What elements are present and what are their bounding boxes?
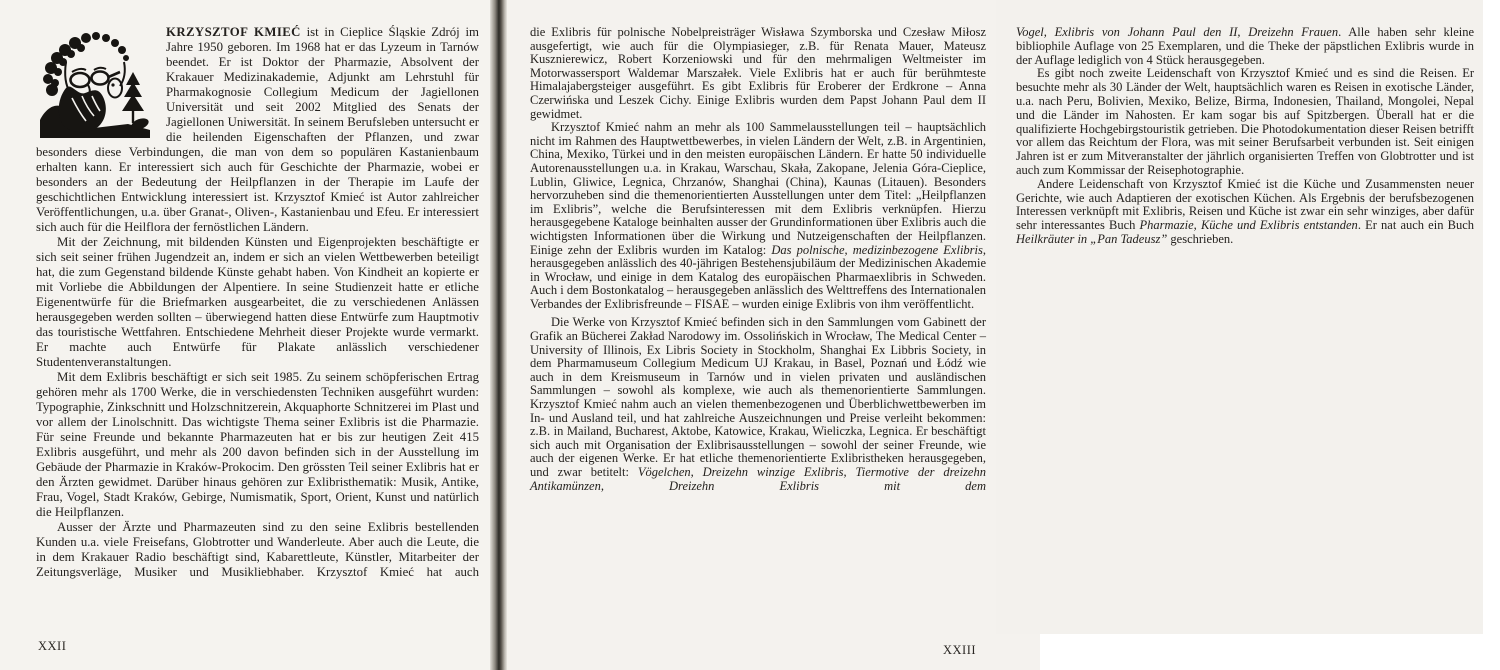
paragraph <box>36 520 479 580</box>
page-number: XXIII <box>943 643 977 657</box>
text-run: geschrieben. <box>1167 231 1234 246</box>
paragraph <box>530 121 986 311</box>
text-run: Krzysztof Kmieć nahm an mehr als 100 Sammelausstellungen teil – hauptsächlich nicht im Rahmen des Hauptwettbewerbes, in vielen Ländern der Welt, z.B. in Argentinien, China, Mexiko, Türkei und in den meisten europäischen Ländern. Er hatte 50 individuelle Autorenausstellungen u.a. in Krakau, Warschau, Skała, Zakopane, Jelenia Góra-Cieplice, Lublin, Gliwice, Legnica, Chrzanów, Shanghai (China), Kaunas (Litauen). Besonders hervorzuheben sind die themenorientierten Ausstellungen unter dem Titel: „Heilpflanzen im Exlibris”, welche die Berufsinteressen mit dem Exlibris verknüpfen. Hierzu herausgegebene Kataloge beinhalten ausser der Grundinformationen über Exlibris auch die wichtigsten Informationen über die Wirkung und Nutzeigenschaften der Heilpflanzen. Einige zehn der Exlibris wurden im Katalog: <box>530 120 986 257</box>
paragraph <box>1016 26 1474 67</box>
page-xxii <box>0 0 490 670</box>
paragraph <box>36 235 479 370</box>
portrait-figure <box>36 28 154 140</box>
paragraph <box>1016 178 1474 247</box>
right-column-text <box>1016 26 1474 247</box>
text-run: . Er nat auch ein Buch <box>1357 218 1474 233</box>
text-run: Ausser der Ärzte und Pharmazeuten sind zu den seine Exlibris bestellenden Kunden u.a. viele Freisefans, Globtrotter und Wanderleute. Aber auch die Leute, die in dem Krakauer Radio beschäftigt sind, Kabarettleute, Künstler, Mitarbeiter der Zeitungsverläge, Musiker und Musikliebhaber. Krzysztof Kmieć hat auch <box>36 520 479 579</box>
linocut-portrait-image <box>36 28 154 140</box>
book-gutter-shadow <box>490 0 507 670</box>
text-run: KRZYSZTOF KMIEĆ <box>166 25 301 39</box>
page-number: XXII <box>38 639 67 653</box>
text-run: Mit der Zeichnung, mit bildenden Künsten und Eigenprojekten beschäftigte er sich seit seiner frühen Jugendzeit an, indem er sich an vielen Wettbewerben beteiligt hat, die zum Gegenstand bildende Künste gehabt haben. Von Kindheit an kopierte er mit Vorliebe die Abbildungen der Alpentiere. In seine Studienzeit hatte er etliche Eigenentwürfe für die Briefmarken ausgearbeitet, die zu verschiedenen Anlässen herausgegeben werden sollten – überwiegend hatten diese Entwürfe zum Hauptmotiv das touristische Wettfahren. Entschiedene Mehrheit dieser Projekte wurde vermarkt. Er machte auch Entwürfe für Plakate anlässlich verschiedener Studentenveranstaltungen. <box>36 235 479 369</box>
middle-column-text <box>530 26 986 493</box>
text-run: Vögelchen, Dreizehn winzige Exlibris, Tiermotive der dreizehn Antikamünzen, Dreizehn Exlibris mit dem <box>530 465 986 493</box>
text-run: Vogel, Exlibris von Johann Paul den II, Dreizehn Frauen <box>1016 25 1339 39</box>
chestnut-plant <box>122 72 150 132</box>
paragraph <box>530 26 986 121</box>
text-run: Mit dem Exlibris beschäftigt er sich seit 1985. Zu seinem schöpferischen Ertrag gehören mehr als 1700 Werke, die in verschiedensten Techniken ausgeführt wurden: Typographie, Zinkschnitt und Holzschnitzerein, Akquaphorte Schnitzerei im Plast und vor allem der Linolschnitt. Das wichtigste Thema seiner Exlibris ist die Pharmazie. Für seine Freunde und bekannte Pharmazeuten hat er bis zur heutigen Zeit 415 Exlibris ausgeführt, und mehr als 200 davon befinden sich in der Ausstellung im Gebäude der Pharmazie in Kraków-Prokocim. Den grössten Teil seiner Exlibris hat er den Ärzten gewidmet. Darüber hinaus gehören zur Exlibristhematik: Musik, Antike, Frau, Vogel, Stadt Kraków, Gebirge, Numismatik, Sport, Orient, Kunst und natürlich die Heilpflanzen. <box>36 370 479 519</box>
text-run: die Exlibris für polnische Nobelpreisträger Wisława Szymborska und Czesław Miłosz ausgefertigt, wie auch für die Olympiasieger, z.B. für Renata Mauer, Mateusz Kusznierewicz, Robert Korzeniowski und für den mehrmaligen Weltmeister im Motorwassersport Waldemar Marszałek. Viele Exlibris hat er auch für berühmteste Himalajabergsteiger ausgeführt. Es gibt Exlibris für Eroberer der Erdkrone – Anna Czerwińska und Leszek Cichy. Einige Exlibris wurden dem Papst Johann Paul dem II gewidmet. <box>530 25 986 121</box>
left-column-text <box>36 25 479 580</box>
text-run: Die Werke von Krzysztof Kmieć befinden sich in den Sammlungen vom Gabinett der Grafik an Bücherei Zakład Narodowy im. Ossolińskich in Wrocław, The Medical Center – University of Illinois, Ex Libris Society in Stockholm, Shanghai Ex Libbris Society, in dem Pharmamuseum Collegium Medicum UJ Krakau, in Basel, Poznań und Łódź wie auch in dem Kreismuseum in Tarnów und in vielen privaten und ausländischen Sammlungen – sowohl als komplexe, wie auch als themenorientierte Sammlungen. Krzysztof Kmieć nahm auch an vielen themenbezogenen und Überblichwettbewerben im In- und Ausland teil, und hat zahlreiche Auszeichnungen und Preise verleiht bekommen: z.B. in Mailand, Bucharest, Aktobe, Katowice, Krakau, Wieliczka, Legnica. Er beschäftigt sich auch mit Organisation der Exlibrisausstellungen – sowohl der seiner Freunde, wie auch der eigenen Werke. Er hat etliche themenorientierte Exlibristheken herausgegeben, und zwar betitelt: <box>530 315 986 479</box>
text-run: Heilkräuter in „Pan Tadeusz” <box>1016 231 1168 246</box>
page-continuation <box>996 0 1483 634</box>
text-run: Andere Leidenschaft von Krzysztof Kmieć ist die Küche und Zusammensten neuer Gerichte, wie auch Adaptieren der exotischen Küchen. Als Ergebnis der berufsbezogenen Interessen verknüpft mit Exlibris, Reisen und Küche ist zwar ein sehr winziges, aber dafür sehr interessantes Buch <box>1016 176 1474 233</box>
text-run: ist in Cieplice Śląskie Zdrój im Jahre 1950 geboren. Im 1968 hat er das Lyzeum in Tarnów beendet. Er ist Doktor der Pharmazie, Absolvent der Krakauer Medizinakademie, Adjunkt am Lehrstuhl für Pharmakognosie Collegium Medicum der Jagiellonen Universität und seit 2002 Mitglied des Senats der Jagiellonen Uniwersität. In seinem Berufsleben untersucht er die heilenden Eigenschaften der Pflanzen, und zwar besonders diese Verbindungen, die man von dem so populären Kastanienbaum erhalten kann. Er interessiert sich auch für Geschichte der Pharmazie, wobei er besonders an der Bedeutung der Heilpflanzen in der Therapie im Laufe der geschichtlichen Entwicklung interessiert ist. Krzysztof Kmieć ist Autor zahlreicher Veröffentlichungen, u.a. über Granat-, Oliven-, Kastanienbau und Efeu. Er interessiert sich auch für die Heilflora der fernöstlichen Ländern. <box>36 25 479 234</box>
text-run: Es gibt noch zweite Leidenschaft von Krzysztof Kmieć und es sind die Reisen. Er besuchte mehr als 30 Länder der Welt, hauptsächlich waren es Reisen in exotische Länder, u.a. nach Peru, Bolivien, Mexiko, Belize, Birma, Indonesien, Thailand, Mongolei, Nepal und die Länder im Nahosten. Er kam sogar bis auf Spitzbergen. Überall hat er die qualifizierte Hochgebirgstouristik getrieben. Die Photodokumentation dieser Reisen betrifft vor allem das Reichtum der Flora, was mit seiner Berufsarbeit verbunden ist. Seit einigen Jahren ist er zum Mitveranstalter der jährlich organisierten Treffen von Globtrotter und ist auch zum Kommissar der Reisephotographie. <box>1016 66 1474 177</box>
text-run: , herausgegeben anlässlich des 40-jährigen Bestehensjubiläum der Medizinischen Akademie in Wrocław, und einige in dem Katalog des europäischen Pharmaexlibris in Schweden. Auch i dem Bostonkatalog – herausgegeben anlässlich des Welttreffens des Internationalen Verbandes der Exlibrisfreunde – FISAE – wurden einige Exlibris von ihm veröffentlicht. <box>530 242 986 311</box>
text-run: Pharmazie, Küche und Exlibris entstanden <box>1139 218 1358 233</box>
text-run: . Alle haben sehr kleine bibliophile Auflage von 25 Exemplaren, und die Theke der päpstlichen Exlibris wurde in der Auflage lediglich von 4 Stück herausgegeben. <box>1016 25 1475 67</box>
page-xxiii <box>507 0 1040 670</box>
paragraph <box>530 316 986 493</box>
paragraph <box>1016 67 1474 177</box>
text-run: Das polnische, medizinbezogene Exlibris <box>771 242 983 257</box>
paragraph <box>36 370 479 520</box>
